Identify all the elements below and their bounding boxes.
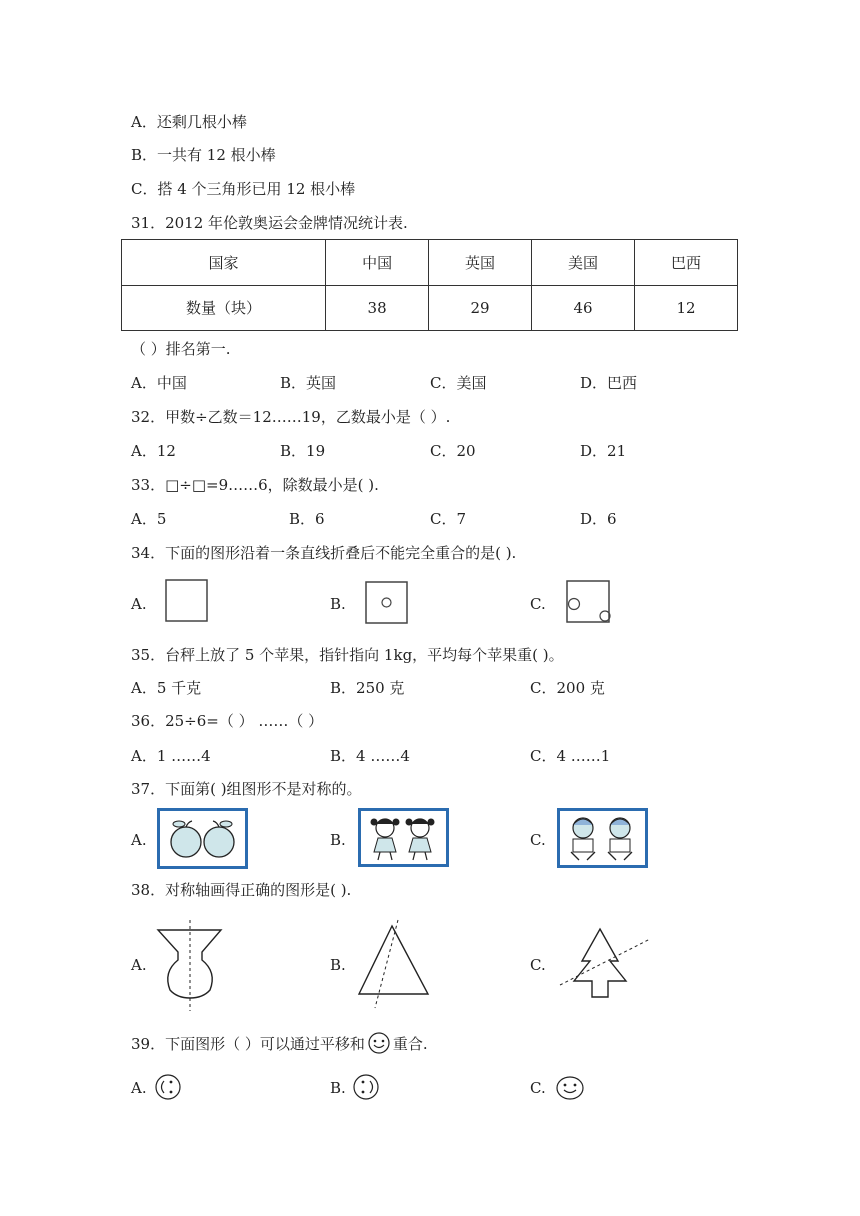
arrow-tree-figure-c <box>556 925 652 1001</box>
q33-option-d: D．6 <box>580 510 617 528</box>
smiley-face-icon <box>365 1032 393 1054</box>
apples-picture-a <box>157 808 248 869</box>
smiley-face-c-icon <box>555 1075 585 1101</box>
q31-follow: （ ）排名第一. <box>131 340 231 358</box>
q35-stem: 35．台秤上放了 5 个苹果，指针指向 1kg，平均每个苹果重( )。 <box>131 646 564 664</box>
q34-label-c: C. <box>530 595 546 613</box>
q37-label-c: C. <box>530 831 546 849</box>
table-cell: 12 <box>635 285 738 331</box>
q36-option-b: B．4 ……4 <box>330 747 410 765</box>
square-center-circle-figure-b <box>364 580 410 626</box>
medal-table <box>121 239 738 331</box>
q34-label-b: B. <box>330 595 346 613</box>
q35-option-b: B．250 克 <box>330 679 405 697</box>
table-cell: 46 <box>532 285 635 331</box>
q36-stem: 36．25÷6=（ ） ……（ ） <box>131 712 324 730</box>
square-corner-circles-figure-c <box>565 579 613 625</box>
q33-option-b: B．6 <box>289 510 325 528</box>
table-cell: 英国 <box>429 240 532 286</box>
q30-option-b: B．一共有 12 根小棒 <box>131 146 276 164</box>
q30-option-c: C．搭 4 个三角形已用 12 根小棒 <box>131 180 356 198</box>
q34-label-a: A. <box>131 595 147 613</box>
q39-stem <box>131 1032 428 1054</box>
q31-option-c: C．美国 <box>430 374 487 392</box>
q33-option-c: C．7 <box>430 510 467 528</box>
q34-stem: 34．下面的图形沿着一条直线折叠后不能完全重合的是( ). <box>131 544 517 562</box>
q38-stem: 38．对称轴画得正确的图形是( ). <box>131 881 352 899</box>
table-cell: 数量（块） <box>122 285 326 331</box>
q31-stem: 31．2012 年伦敦奥运会金牌情况统计表. <box>131 214 408 232</box>
rotated-smiley-face-a-icon <box>154 1073 182 1101</box>
q37-label-b: B. <box>330 831 346 849</box>
q39-label-c: C. <box>530 1079 546 1097</box>
boys-picture-c <box>557 808 648 868</box>
q37-label-a: A. <box>131 831 147 849</box>
q38-label-b: B. <box>330 956 346 974</box>
q31-option-d: D．巴西 <box>580 374 638 392</box>
q31-option-b: B．英国 <box>280 374 337 392</box>
q32-option-a: A．12 <box>131 442 176 460</box>
table-row <box>122 285 738 331</box>
q30-option-a: A．还剩几根小棒 <box>131 113 247 131</box>
q32-option-c: C．20 <box>430 442 476 460</box>
q36-option-c: C．4 ……1 <box>530 747 611 765</box>
q39-stem-before: 39．下面图形（ ）可以通过平移和 <box>131 1035 365 1053</box>
q38-label-a: A. <box>131 956 147 974</box>
rotated-smiley-face-b-icon <box>352 1073 380 1101</box>
q37-stem: 37．下面第( )组图形不是对称的。 <box>131 780 362 798</box>
table-cell: 美国 <box>532 240 635 286</box>
vase-figure-a <box>155 918 225 1013</box>
q38-label-c: C. <box>530 956 546 974</box>
q32-option-d: D．21 <box>580 442 627 460</box>
q33-stem: 33．□÷□=9……6，除数最小是( ). <box>131 476 379 494</box>
square-figure-a <box>164 578 210 624</box>
table-cell: 中国 <box>326 240 429 286</box>
q32-option-b: B．19 <box>280 442 326 460</box>
q39-stem-after: 重合. <box>392 1035 428 1053</box>
q35-option-a: A．5 千克 <box>131 679 202 697</box>
table-cell: 国家 <box>122 240 326 286</box>
q33-option-a: A．5 <box>131 510 167 528</box>
q32-stem: 32．甲数÷乙数＝12……19，乙数最小是（ ）. <box>131 408 451 426</box>
girls-picture-b <box>358 808 449 867</box>
table-header-row <box>122 240 738 286</box>
q36-option-a: A．1 ……4 <box>131 747 211 765</box>
q31-option-a: A．中国 <box>131 374 187 392</box>
table-cell: 29 <box>429 285 532 331</box>
q35-option-c: C．200 克 <box>530 679 605 697</box>
q39-label-a: A. <box>131 1079 147 1097</box>
q39-label-b: B. <box>330 1079 346 1097</box>
triangle-figure-b <box>355 918 435 1010</box>
table-cell: 巴西 <box>635 240 738 286</box>
table-cell: 38 <box>326 285 429 331</box>
